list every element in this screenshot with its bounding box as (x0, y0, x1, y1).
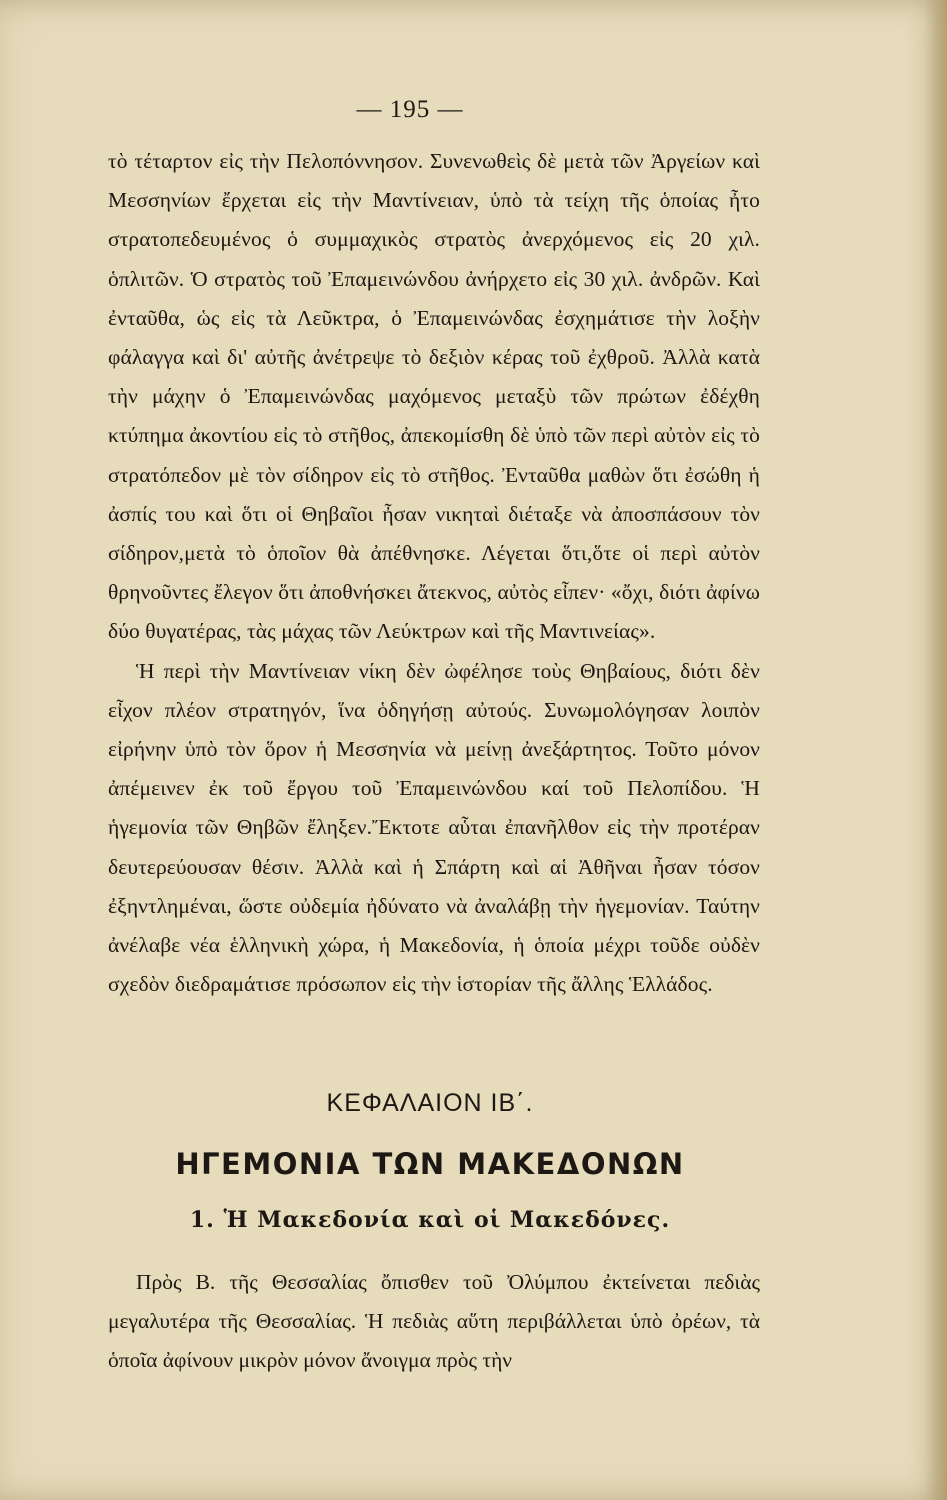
paragraph-1: τὸ τέταρτον εἰς τὴν Πελοπόννησον. Συνενωθεὶς δὲ μετὰ τῶν Ἀργείων καὶ Μεσσηνίων ἔρχεται εἰς τὴν Μαντίνειαν, ὑπὸ τὰ τείχη τῆς ὁποίας ἦτο στρατοπεδευμένος ὁ συμμαχικὸς στρατὸς ἀνερχόμενος εἰς 20 χιλ. ὁπλιτῶν. Ὁ στρατὸς τοῦ Ἐπαμεινώνδου ἀνήρχετο εἰς 30 χιλ. ἀνδρῶν. Καὶ ἐνταῦθα, ὡς εἰς τὰ Λεῦκτρα, ὁ Ἐπαμεινώνδας ἐσχημάτισε τὴν λοξὴν φάλαγγα καὶ δι' αὐτῆς ἀνέτρεψε τὸ δεξιὸν κέρας τοῦ ἐχθροῦ. Ἀλλὰ κατὰ τὴν μάχην ὁ Ἐπαμεινώνδας μαχόμενος μεταξὺ τῶν πρώτων ἐδέχθη κτύπημα ἀκοντίου εἰς τὸ στῆθος, ἀπεκομίσθη δὲ ὑπὸ τῶν περὶ αὐτὸν εἰς τὸ στρατόπεδον μὲ τὸν σίδηρον εἰς τὸ στῆθος. Ἐνταῦθα μαθὼν ὅτι ἐσώθη ἡ ἀσπίς του καὶ ὅτι οἱ Θηβαῖοι ἦσαν νικηταὶ διέταξε νὰ ἀποσπάσουν τὸν σίδηρον,μετὰ τὸ ὁποῖον θὰ ἀπέθνησκε. Λέγεται ὅτι,ὅτε οἱ περὶ αὐτὸν θρηνοῦντες ἔλεγον ὅτι ἀποθνήσκει ἄτεκνος, αὐτὸς εἶπεν· «ὄχι, διότι ἀφίνω δύο θυγατέρας, τὰς μάχας τῶν Λεύκτρων καὶ τῆς Μαντινείας». (108, 149, 760, 644)
section-text (108, 1263, 760, 1381)
body-text (108, 142, 760, 1004)
page-edge-shadow (925, 0, 947, 1500)
page-number: — 195 — (356, 96, 464, 123)
chapter-label: ΚΕΦΑΛΑΙΟΝ ΙΒ΄. (326, 1089, 534, 1117)
chapter-title: ΗΓΕΜΟΝΙΑ ΤΩΝ ΜΑΚΕΔΟΝΩΝ (175, 1147, 685, 1181)
paragraph-2: Ἡ περὶ τὴν Μαντίνειαν νίκη δὲν ὠφέλησε τοὺς Θηβαίους, διότι δὲν εἶχον πλέον στρατηγόν, ἵνα ὁδηγήσῃ αὐτούς. Συνωμολόγησαν λοιπὸν εἰρήνην ὑπὸ τὸν ὅρον ἡ Μεσσηνία νὰ μείνῃ ἀνεξάρτητος. Τοῦτο μόνον ἀπέμεινεν ἐκ τοῦ ἔργου τοῦ Ἐπαμεινώνδου καί τοῦ Πελοπίδου. Ἡ ἡγεμονία τῶν Θηβῶν ἔληξεν.Ἔκτοτε αὗται ἐπανῆλθον εἰς τὴν προτέραν δευτερεύουσαν θέσιν. Ἀλλὰ καὶ ἡ Σπάρτη καὶ αἱ Ἀθῆναι ἦσαν τόσον ἐξηντλημέναι, ὥστε οὐδεμία ἠδύνατο νὰ ἀναλάβῃ τὴν ἡγεμονίαν. Ταύτην ἀνέλαβε νέα ἑλληνικὴ χώρα, ἡ Μακεδονία, ἡ ὁποία μέχρι τοῦδε οὐδὲν σχεδὸν διεδραμάτισε πρόσωπον εἰς τὴν ἱστορίαν τῆς ἄλλης Ἑλλάδος. (108, 658, 760, 997)
section-paragraph: Πρὸς Β. τῆς Θεσσαλίας ὄπισθεν τοῦ Ὀλύμπου ἐκτείνεται πεδιὰς μεγαλυτέρα τῆς Θεσσαλίας. Ἡ πεδιὰς αὕτη περιβάλλεται ὑπὸ ὀρέων, τὰ ὁποῖα ἀφίνουν μικρὸν μόνον ἄνοιγμα πρὸς τὴν (108, 1270, 760, 1373)
section-heading: 1. Ἡ Μακεδονία καὶ οἱ Μακεδόνες. (189, 1207, 671, 1233)
